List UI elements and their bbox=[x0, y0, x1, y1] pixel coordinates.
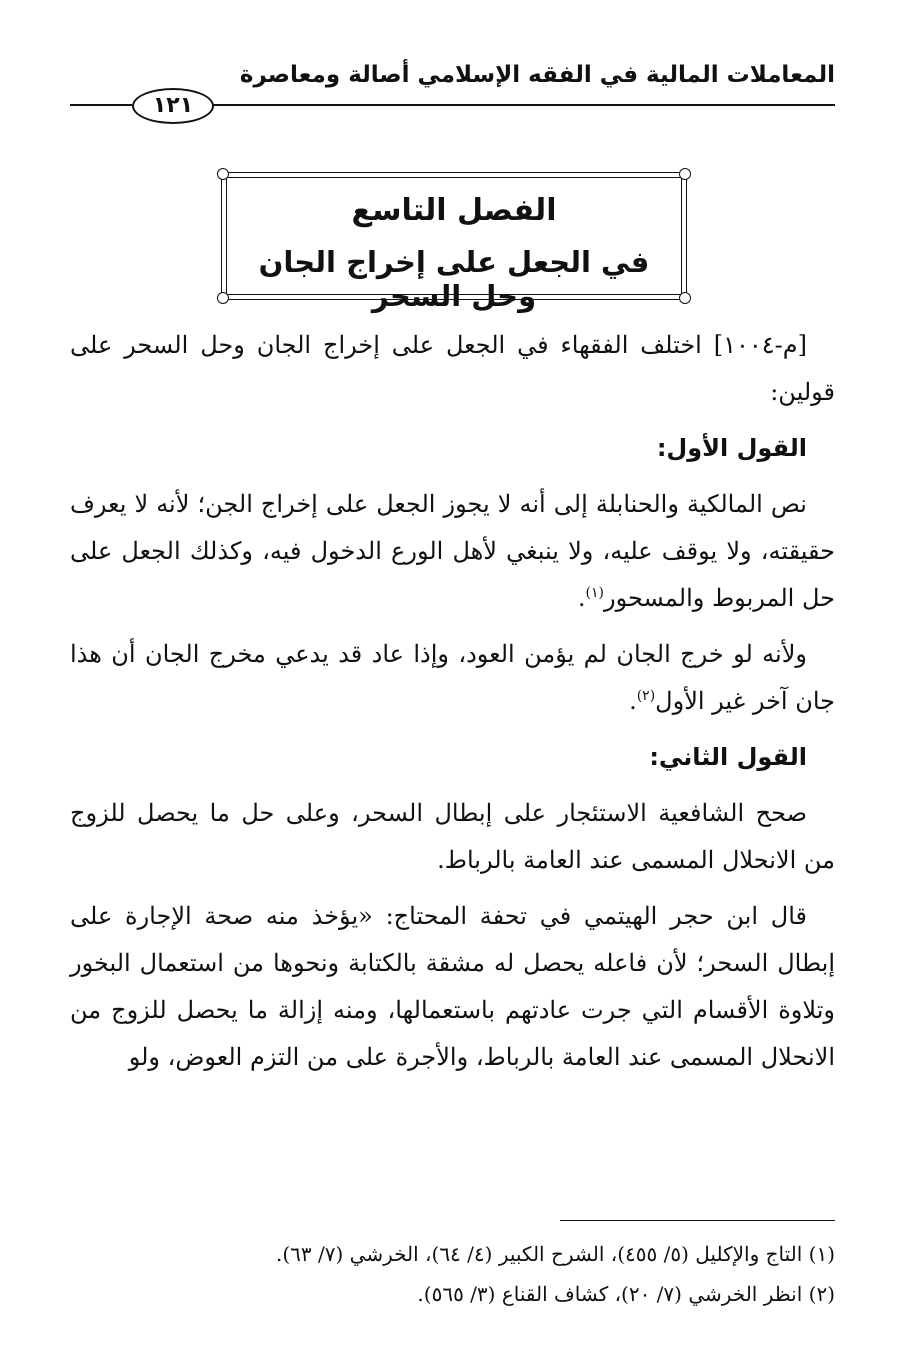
heading-first-opinion: القول الأول: bbox=[656, 434, 807, 462]
paragraph-text: ولأنه لو خرج الجان لم يؤمن العود، وإذا عاد قد يدعي مخرج الجان أن هذا جان آخر غير الأول bbox=[70, 640, 835, 715]
header-rule-left bbox=[70, 104, 132, 106]
header-rule-right bbox=[210, 104, 835, 106]
footnote-ref-2[interactable]: (٢) bbox=[636, 688, 656, 704]
footnote-1: (١) التاج والإكليل (٥/ ٤٥٥)، الشرح الكبير (٤/ ٦٤)، الخرشي (٧/ ٦٣). bbox=[275, 1242, 835, 1266]
ornament-corner-icon bbox=[679, 168, 691, 180]
paragraph-intro: [م-١٠٠٤] اختلف الفقهاء في الجعل على إخراج الجان وحل السحر على قولين: bbox=[70, 331, 835, 406]
paragraph-quote: قال ابن حجر الهيتمي في تحفة المحتاج: «يؤخذ منه صحة الإجارة على إبطال السحر؛ لأن فاعله يحصل له مشقة بالكتابة ونحوها من استعمال البخور وتلاوة الأقسام التي جرت عادتهم باستعمالها، ومنه إزالة ما يحصل للزوج من الانحلال المسمى عند العامة بالرباط، والأجرة على من التزم العوض، ولو bbox=[70, 902, 835, 1071]
page-number: ١٢١ bbox=[132, 88, 214, 124]
footnote-separator bbox=[560, 1220, 835, 1221]
paragraph-second-opinion: صحح الشافعية الاستئجار على إبطال السحر، وعلى حل ما يحصل للزوج من الانحلال المسمى عند العامة بالرباط. bbox=[70, 799, 835, 874]
footnote-ref-1[interactable]: (١) bbox=[585, 585, 605, 601]
chapter-title-box bbox=[221, 172, 687, 313]
chapter-title: الفصل التاسع bbox=[351, 193, 557, 228]
ornament-corner-icon bbox=[217, 168, 229, 180]
paragraph-first-reason bbox=[70, 631, 835, 725]
paragraph-end: . bbox=[629, 687, 637, 715]
paragraph-first-opinion bbox=[70, 481, 835, 622]
body-text bbox=[70, 322, 835, 1090]
paragraph-end: . bbox=[577, 584, 586, 612]
running-title: المعاملات المالية في الفقه الإسلامي أصالة ومعاصرة bbox=[239, 62, 835, 88]
paragraph-text: نص المالكية والحنابلة إلى أنه لا يجوز الجعل على إخراج الجن؛ لأنه لا يعرف حقيقته، ولا يوقف عليه، ولا ينبغي لأهل الورع الدخول فيه، وكذلك الجعل على حل المربوط والمسحور bbox=[70, 490, 835, 612]
footnote-2: (٢) انظر الخرشي (٧/ ٢٠)، كشاف القناع (٣/ ٥٦٥). bbox=[417, 1282, 835, 1306]
chapter-subtitle: في الجعل على إخراج الجان وحل السحر bbox=[258, 245, 650, 313]
heading-second-opinion: القول الثاني: bbox=[649, 743, 807, 771]
footnotes bbox=[70, 1234, 835, 1314]
